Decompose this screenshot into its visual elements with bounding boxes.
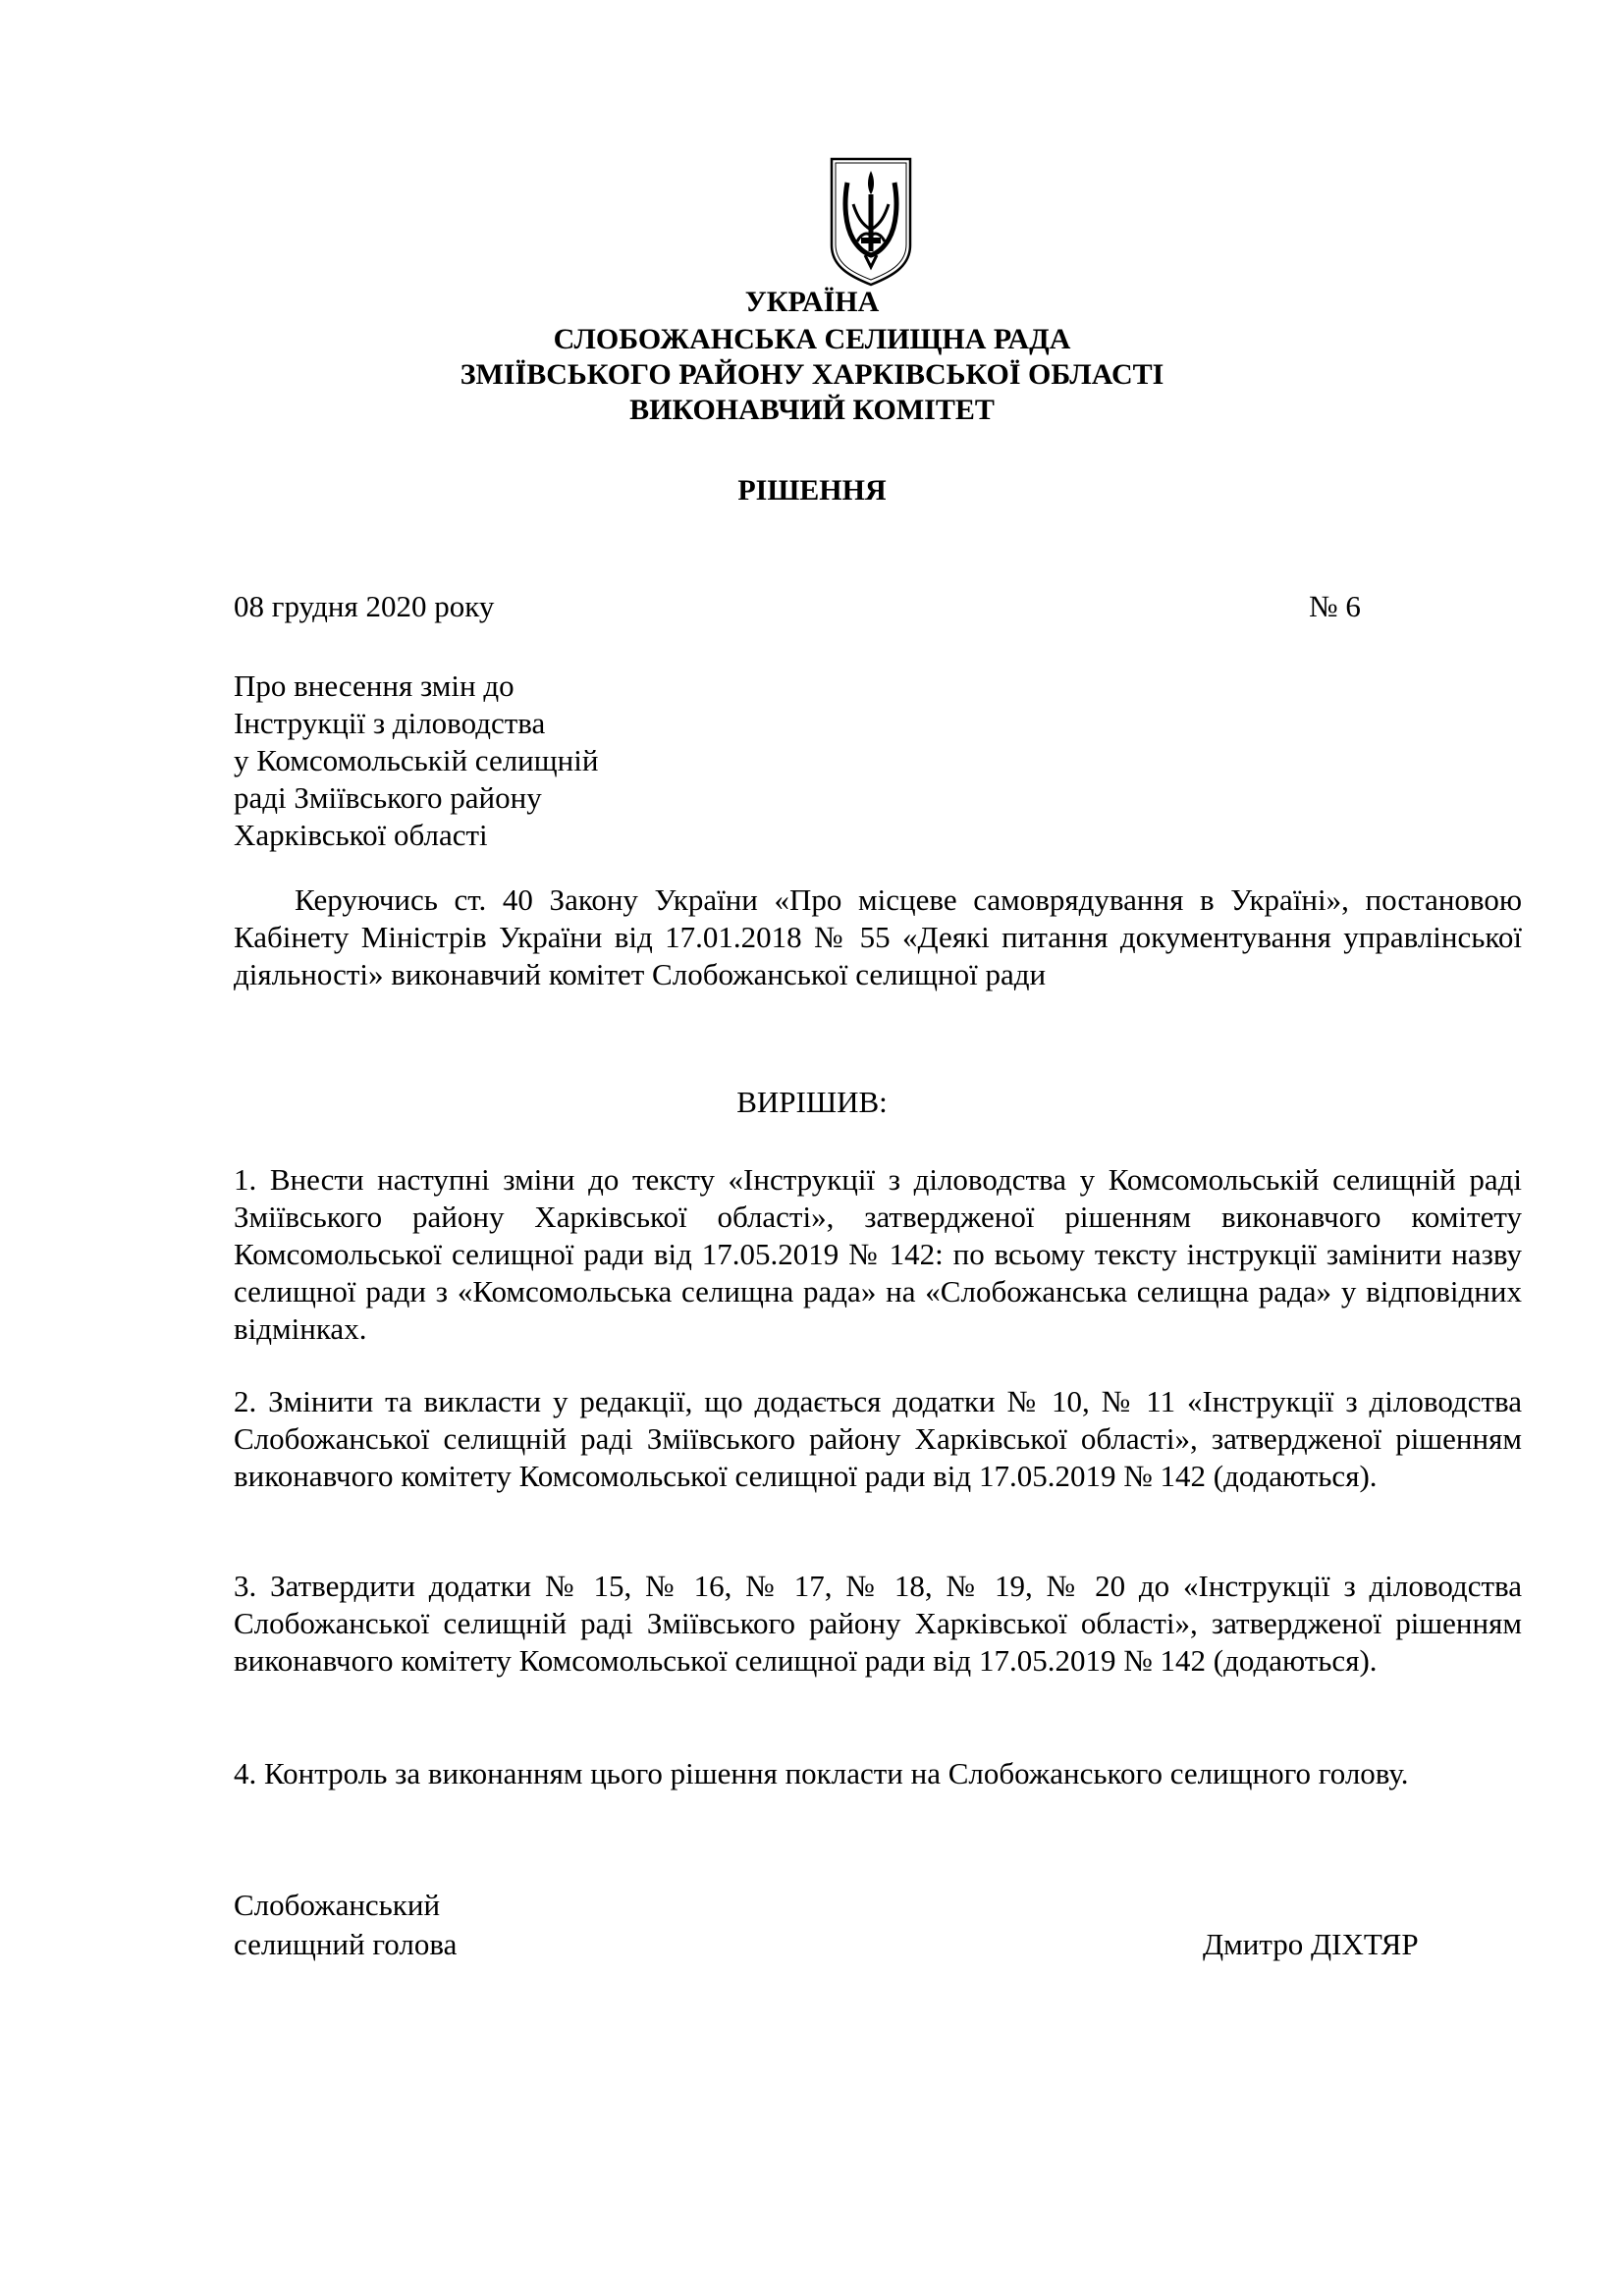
council-heading: СЛОБОЖАНСЬКА СЕЛИЩНА РАДА [553, 323, 1071, 355]
decision-date: 08 грудня 2020 року [234, 589, 495, 623]
subject-line: Інструкції з діловодства [234, 706, 546, 740]
subject-line: Харківської області [234, 818, 488, 852]
subject-line: Про внесення змін до [234, 668, 514, 703]
resolution-item-4: 4. Контроль за виконанням цього рішення покласти на Слобожанського селищного голову. [234, 1756, 1409, 1790]
resolution-item-3: 3. Затвердити додатки № 15, № 16, № 17, № 18, № 19, № 20 до «Інструкції з діловодства Слобожанської селищній раді Зміївського району Харківської області», затвердженої рішенням виконавчого комітету Комсомольської селищної ради від 17.05.2019 № 142 (додаються). [234, 1569, 1522, 1678]
subject-line: у Комсомольській селищній [234, 743, 599, 777]
decision-subject [234, 667, 598, 854]
resolved-heading: ВИРІШИВ: [736, 1085, 888, 1119]
resolution-item-1: 1. Внести наступні зміни до тексту «Інструкції з діловодства у Комсомольській селищній раді Зміївського району Харківської області», затвердженої рішенням виконавчого комітету Комсомольської селищної ради від 17.05.2019 № 142: по всьому тексту інструкції замінити назву селищної ради з «Комсомольська селищна рада» на «Слобожанська селищна рада» у відповідних відмінках. [234, 1162, 1522, 1346]
trident-coat-of-arms-icon [828, 155, 914, 289]
signatory-title-line: селищний голова [234, 1927, 458, 1961]
subject-line: раді Зміївського району [234, 780, 542, 815]
signatory-title [234, 1886, 457, 1964]
decision-number: № 6 [1309, 589, 1361, 623]
signatory-name: Дмитро ДІХТЯР [1203, 1927, 1419, 1961]
country-heading: УКРАЇНА [744, 286, 880, 318]
resolution-item-2: 2. Змінити та викласти у редакції, що додається додатки № 10, № 11 «Інструкції з діловодства Слобожанської селищній раді Зміївського району Харківської області», затвердженої рішенням виконавчого комітету Комсомольської селищної ради від 17.05.2019 № 142 (додаються). [234, 1384, 1522, 1493]
signatory-title-line: Слобожанський [234, 1888, 441, 1922]
executive-body-heading: ВИКОНАВЧИЙ КОМІТЕТ [629, 394, 995, 426]
document-type-heading: РІШЕННЯ [737, 474, 887, 507]
district-heading: ЗМІЇВСЬКОГО РАЙОНУ ХАРКІВСЬКОЇ ОБЛАСТІ [460, 358, 1164, 391]
preamble-paragraph: Керуючись ст. 40 Закону України «Про місцеве самоврядування в Україні», постановою Кабінету Міністрів України від 17.01.2018 № 55 «Деякі питання документування управлінської діяльності» виконавчий комітет Слобожанської селищної ради [234, 882, 1522, 991]
